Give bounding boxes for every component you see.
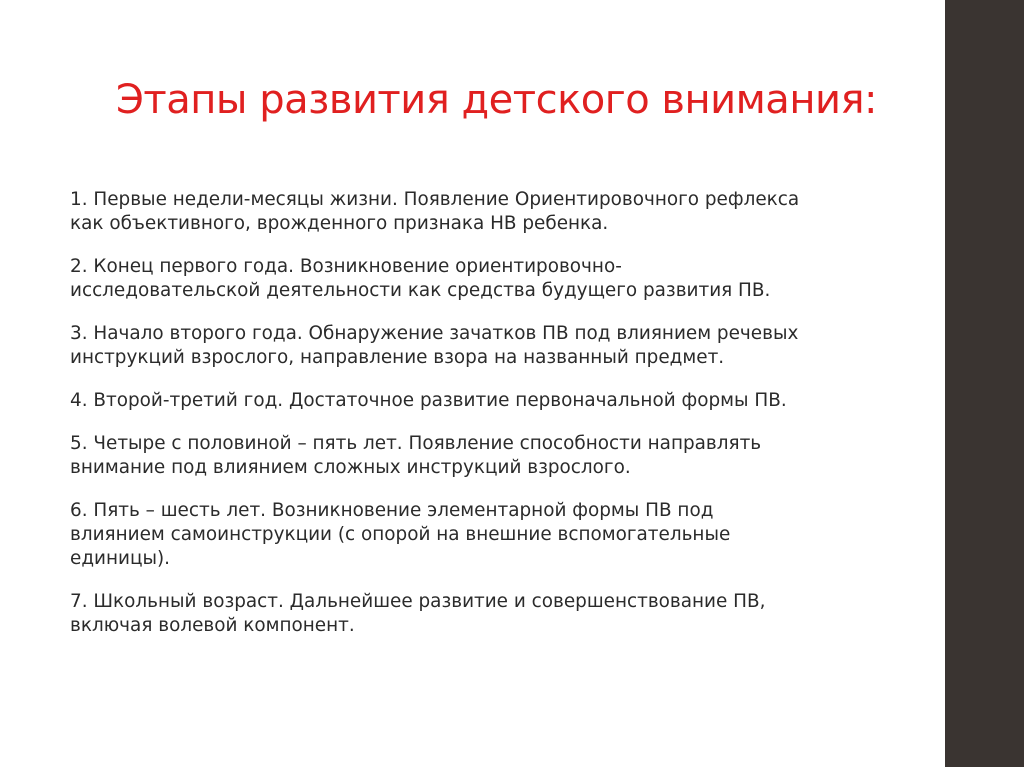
stage-item-4: 4. Второй-третий год. Достаточное развитие первоначальной формы ПВ.: [70, 390, 787, 411]
decorative-side-bar: [945, 0, 1024, 767]
stages-list: [70, 188, 930, 657]
stage-item-2: 2. Конец первого года. Возникновение ориентировочно- исследовательской деятельности как средства будущего развития ПВ.: [70, 256, 771, 301]
slide-title: Этапы развития детского внимания:: [116, 77, 877, 123]
stage-item-1: 1. Первые недели-месяцы жизни. Появление Ориентировочного рефлекса как объективного, врожденного признака НВ ребенка.: [70, 189, 800, 234]
stage-item-7: 7. Школьный возраст. Дальнейшее развитие и совершенствование ПВ, включая волевой компонент.: [70, 591, 766, 636]
stage-item-5: 5. Четыре с половиной – пять лет. Появление способности направлять внимание под влиянием сложных инструкций взрослого.: [70, 433, 762, 478]
stage-item-6: 6. Пять – шесть лет. Возникновение элементарной формы ПВ под влиянием самоинструкции (с опорой на внешние вспомогательные единицы).: [70, 500, 731, 569]
stage-item-3: 3. Начало второго года. Обнаружение зачатков ПВ под влиянием речевых инструкций взрослого, направление взора на названный предмет.: [70, 323, 799, 368]
